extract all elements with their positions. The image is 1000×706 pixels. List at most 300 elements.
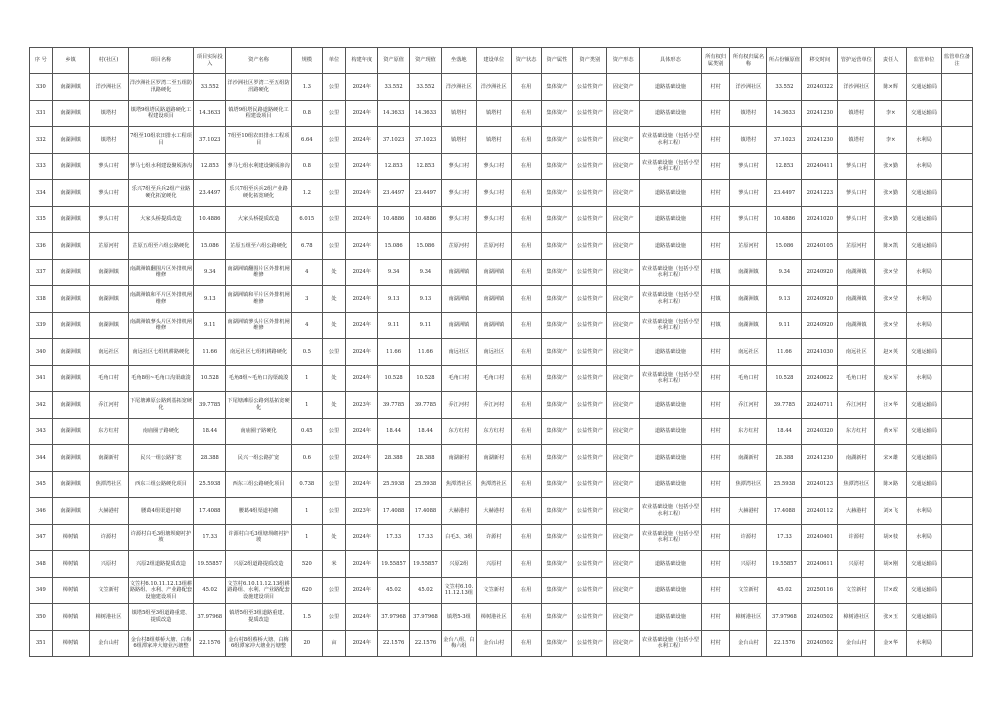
column-header: 规模	[291, 48, 322, 74]
table-cell: 2024年	[346, 100, 378, 127]
table-cell: 固定资产	[607, 312, 640, 339]
table-cell: 在用	[511, 100, 541, 127]
table-cell: 南湖洲镇	[52, 339, 89, 366]
table-row	[30, 153, 973, 180]
asset-register-sheet	[29, 47, 973, 657]
table-cell: 固定资产	[607, 630, 640, 657]
table-cell: 农业基础设施（包括小型水利工程）	[640, 127, 702, 154]
table-cell: 东方红村	[89, 418, 128, 445]
table-cell: 交通运输局	[907, 206, 942, 233]
table-cell: 南湖洲镇	[52, 180, 89, 207]
table-cell: 处	[322, 259, 346, 286]
table-cell	[942, 127, 973, 154]
table-cell: 南湖洲镇	[730, 286, 767, 313]
table-cell: 2023年	[346, 392, 378, 419]
table-cell: 22.1576	[767, 630, 802, 657]
table-cell: 37.97968	[194, 604, 226, 631]
table-cell: 道路基础设施	[640, 180, 702, 207]
table-cell: 道路基础设施	[640, 74, 702, 101]
table-cell: 7组至10组农田排水工程项目	[128, 127, 194, 154]
table-cell: 毛角口村	[476, 365, 511, 392]
table-cell: 22.1576	[378, 630, 410, 657]
table-cell	[942, 153, 973, 180]
table-cell: 14.3633	[378, 100, 410, 127]
table-cell: 公益性资产	[573, 286, 607, 313]
table-cell: 9.13	[767, 286, 802, 313]
table-cell: 37.97968	[378, 604, 410, 631]
table-cell: 25.5938	[767, 471, 802, 498]
table-cell: 东方红村	[441, 418, 476, 445]
table-cell: 固定资产	[607, 259, 640, 286]
column-header: 所有权归属类别	[701, 48, 730, 74]
table-cell: 0.6	[291, 445, 322, 472]
table-cell: 南湖洲镇	[730, 259, 767, 286]
table-cell: 南远社区	[838, 339, 875, 366]
table-cell: 芷原河村	[476, 233, 511, 260]
table-cell: 腰葛4组渠道衬砌	[128, 498, 194, 525]
table-cell: 道路基础设施	[640, 339, 702, 366]
table-cell: 集体资产	[541, 365, 573, 392]
table-row	[30, 630, 973, 657]
table-cell: 341	[30, 365, 53, 392]
table-cell: 350	[30, 604, 53, 631]
table-cell: 固定资产	[607, 74, 640, 101]
table-cell: 340	[30, 339, 53, 366]
table-cell: 在用	[511, 498, 541, 525]
table-cell: 兴原村	[730, 551, 767, 578]
table-cell: 公益性资产	[573, 100, 607, 127]
table-cell: 集体资产	[541, 339, 573, 366]
table-cell: 集体资产	[541, 153, 573, 180]
table-cell: 李×	[875, 127, 907, 154]
table-cell: 交通运输局	[907, 100, 942, 127]
table-cell: 汪×华	[875, 392, 907, 419]
table-cell: 村镇	[701, 286, 730, 313]
table-cell: 下尾塘滩原公路到基拓宽硬化	[128, 392, 194, 419]
table-cell: 集体资产	[541, 392, 573, 419]
table-cell: 南湖洲镇	[52, 74, 89, 101]
table-cell: 交通运输局	[907, 471, 942, 498]
table-cell: 文笠新村	[730, 577, 767, 604]
table-cell: 许源村	[730, 524, 767, 551]
table-cell: 1.2	[291, 180, 322, 207]
table-cell: 公益性资产	[573, 206, 607, 233]
table-cell: 镇塔村	[838, 127, 875, 154]
table-cell: 349	[30, 577, 53, 604]
table-cell: 水利局	[907, 498, 942, 525]
table-cell: 338	[30, 286, 53, 313]
table-cell: 南湖洲镇	[838, 286, 875, 313]
table-cell: 村村	[701, 551, 730, 578]
table-cell: 2024年	[346, 259, 378, 286]
table-cell: 2024年	[346, 312, 378, 339]
table-cell: 樟树镇	[52, 577, 89, 604]
table-cell: 村村	[701, 365, 730, 392]
table-cell: 45.02	[410, 577, 442, 604]
table-cell: 金台村8组蔡桥大塘、白梅6组潭家冲大塘业污塘整	[128, 630, 194, 657]
table-cell: 许源村	[838, 524, 875, 551]
table-cell: 镇塔村	[89, 127, 128, 154]
table-row	[30, 551, 973, 578]
table-cell: 南湖洲镇	[52, 312, 89, 339]
table-cell: 2024年	[346, 445, 378, 472]
table-cell: 固定资产	[607, 100, 640, 127]
table-cell: 集体资产	[541, 604, 573, 631]
table-row	[30, 74, 973, 101]
table-cell	[942, 630, 973, 657]
table-cell: 南庙圈子路硬化	[128, 418, 194, 445]
table-cell: 固定资产	[607, 233, 640, 260]
table-cell: 蓼头口村	[89, 153, 128, 180]
table-cell: 3	[291, 286, 322, 313]
table-row	[30, 259, 973, 286]
table-cell: 20250116	[802, 577, 838, 604]
table-cell: 村村	[701, 153, 730, 180]
column-header: 乡镇	[52, 48, 89, 74]
table-cell: 洋沙洲社区	[441, 74, 476, 101]
table-row	[30, 233, 973, 260]
table-cell: 9.13	[378, 286, 410, 313]
table-cell: 大赫港村	[441, 498, 476, 525]
table-cell	[942, 180, 973, 207]
table-cell: 345	[30, 471, 53, 498]
table-cell: 9.34	[410, 259, 442, 286]
table-cell: 芷原五组至六组公路硬化	[128, 233, 194, 260]
table-cell: 2024年	[346, 153, 378, 180]
table-cell: 公里	[322, 604, 346, 631]
table-cell: 南远社区七组机耕路硬化	[226, 339, 292, 366]
table-cell: 南远社区	[441, 339, 476, 366]
table-cell: 在用	[511, 630, 541, 657]
table-cell: 村村	[701, 471, 730, 498]
table-cell	[942, 551, 973, 578]
table-row	[30, 206, 973, 233]
table-row	[30, 100, 973, 127]
table-cell: 毛角8组~毛角口沟渠疏浚	[128, 365, 194, 392]
table-cell: 公益性资产	[573, 180, 607, 207]
table-cell: 343	[30, 418, 53, 445]
table-cell: 集体资产	[541, 127, 573, 154]
table-cell: 集体资产	[541, 180, 573, 207]
table-cell: 乔江河村	[476, 392, 511, 419]
table-cell: 33.552	[378, 74, 410, 101]
table-cell: 在用	[511, 153, 541, 180]
table-cell: 焦潭湾社区	[730, 471, 767, 498]
table-cell: 10.528	[194, 365, 226, 392]
table-cell: 南湖新村	[730, 445, 767, 472]
table-cell: 集体资产	[541, 233, 573, 260]
table-cell: 332	[30, 127, 53, 154]
table-cell: 19.55857	[378, 551, 410, 578]
table-cell: 22.1576	[194, 630, 226, 657]
table-cell: 28.388	[194, 445, 226, 472]
table-cell: 14.3633	[767, 100, 802, 127]
table-cell: 村村	[701, 100, 730, 127]
table-cell: 道路基础设施	[640, 577, 702, 604]
table-row	[30, 339, 973, 366]
table-cell: 樟树港社区	[838, 604, 875, 631]
table-cell: 20241230	[802, 100, 838, 127]
table-cell: 351	[30, 630, 53, 657]
table-cell: 水利局	[907, 365, 942, 392]
table-body	[30, 74, 973, 657]
table-cell: 固定资产	[607, 127, 640, 154]
table-cell: 18.44	[378, 418, 410, 445]
table-cell	[942, 418, 973, 445]
table-cell: 镇塔5-3组	[441, 604, 476, 631]
table-cell: 10.4886	[410, 206, 442, 233]
table-cell: 公里	[322, 233, 346, 260]
table-cell: 在用	[511, 392, 541, 419]
table-cell: 18.44	[767, 418, 802, 445]
table-cell: 道路基础设施	[640, 471, 702, 498]
column-header: 所占份额原值	[767, 48, 802, 74]
table-cell: 10.4886	[767, 206, 802, 233]
table-cell: 樟树镇	[52, 630, 89, 657]
table-cell: 镇塔村	[441, 100, 476, 127]
table-cell: 45.02	[378, 577, 410, 604]
table-cell: 2024年	[346, 365, 378, 392]
table-cell: 11.66	[410, 339, 442, 366]
table-cell: 水利局	[907, 286, 942, 313]
table-cell: 芷原河村	[838, 233, 875, 260]
table-cell: 9.11	[194, 312, 226, 339]
table-cell	[942, 365, 973, 392]
table-cell: 张×莹	[875, 286, 907, 313]
table-cell: 南湖洲镇	[52, 233, 89, 260]
table-cell: 1.5	[291, 604, 322, 631]
table-cell: 公益性资产	[573, 312, 607, 339]
table-cell: 文笠新村	[476, 577, 511, 604]
table-cell: 金台村8组蔡桥大塘、白梅6组潭家冲大塘业污塘整	[226, 630, 292, 657]
table-cell	[942, 445, 973, 472]
table-cell: 镇塔9组塔民路道路硬化工程建设项目	[226, 100, 292, 127]
table-cell: 固定资产	[607, 286, 640, 313]
table-cell: 39.7785	[767, 392, 802, 419]
table-cell: 道路基础设施	[640, 206, 702, 233]
table-cell: 2024年	[346, 577, 378, 604]
table-cell: 南湖洲镇	[52, 392, 89, 419]
table-cell: 交通运输局	[907, 551, 942, 578]
table-cell: 张×勤	[875, 180, 907, 207]
table-cell: 347	[30, 524, 53, 551]
table-cell: 农业基础设施（包括小型水利工程）	[640, 312, 702, 339]
table-cell: 公里	[322, 127, 346, 154]
table-cell: 南远社区七组机耕路硬化	[128, 339, 194, 366]
table-cell: 520	[291, 551, 322, 578]
table-cell: 公益性资产	[573, 630, 607, 657]
table-cell: 兴原村	[838, 551, 875, 578]
table-cell: 公益性资产	[573, 74, 607, 101]
table-cell: 39.7785	[194, 392, 226, 419]
table-cell: 洋沙洲社区罗湾二至五组防汛路硬化	[128, 74, 194, 101]
table-cell: 公益性资产	[573, 259, 607, 286]
table-cell: 45.02	[767, 577, 802, 604]
table-cell: 许源村	[89, 524, 128, 551]
table-cell: 37.97968	[410, 604, 442, 631]
column-header: 所有权归属名称	[730, 48, 767, 74]
table-cell: 集体资产	[541, 524, 573, 551]
table-cell: 4	[291, 312, 322, 339]
table-cell: 交通运输局	[907, 392, 942, 419]
table-cell	[942, 312, 973, 339]
table-cell: 蓼头口村	[476, 206, 511, 233]
table-cell: 9.13	[194, 286, 226, 313]
table-cell: 集体资产	[541, 630, 573, 657]
table-cell: 2024年	[346, 524, 378, 551]
table-cell: 金台山村	[730, 630, 767, 657]
table-cell	[942, 74, 973, 101]
table-cell: 南湖洲镇	[52, 471, 89, 498]
table-cell	[942, 206, 973, 233]
table-cell: 水利局	[907, 127, 942, 154]
table-cell: 文笠村6.10.11.12.13组耕路路组、水利、产业路配套设施建设项目	[128, 577, 194, 604]
table-cell: 东方红村	[476, 418, 511, 445]
table-cell: 村村	[701, 630, 730, 657]
table-cell: 南湖洲镇翻围片区外排机闸维修	[226, 259, 292, 286]
table-cell: 白毛3、3组	[441, 524, 476, 551]
table-cell: 洋沙洲社区	[838, 74, 875, 101]
table-cell: 水利局	[907, 259, 942, 286]
table-cell: 张×玉	[875, 604, 907, 631]
table-cell: 39.7785	[410, 392, 442, 419]
table-cell: 南湖洲镇	[476, 312, 511, 339]
table-cell: 33.552	[767, 74, 802, 101]
table-cell: 乔江河村	[730, 392, 767, 419]
column-header: 构建年度	[346, 48, 378, 74]
table-cell: 10.4886	[378, 206, 410, 233]
table-cell: 25.5938	[194, 471, 226, 498]
table-cell: 兴原2组道路提质改造	[226, 551, 292, 578]
table-cell: 公益性资产	[573, 233, 607, 260]
table-cell: 集体资产	[541, 100, 573, 127]
table-cell: 交通运输局	[907, 339, 942, 366]
table-cell: 在用	[511, 339, 541, 366]
table-cell: 23.4497	[194, 180, 226, 207]
table-cell: 17.4088	[378, 498, 410, 525]
table-cell: 南湖洲镇	[441, 312, 476, 339]
table-cell: 村镇	[701, 312, 730, 339]
table-cell: 9.11	[378, 312, 410, 339]
table-cell: 集体资产	[541, 286, 573, 313]
table-cell: 亩	[322, 630, 346, 657]
table-cell: 大赫港村	[89, 498, 128, 525]
table-cell: 陈×凯	[875, 233, 907, 260]
table-cell: 南湖新村	[838, 445, 875, 472]
table-cell: 20240920	[802, 312, 838, 339]
table-cell: 毛角口村	[730, 365, 767, 392]
table-cell: 民兴一组公路扩宽	[226, 445, 292, 472]
column-header: 移交时间	[802, 48, 838, 74]
table-cell: 在用	[511, 259, 541, 286]
table-cell: 19.55857	[410, 551, 442, 578]
table-row	[30, 524, 973, 551]
table-cell: 蓼头口村	[730, 206, 767, 233]
table-cell: 10.528	[378, 365, 410, 392]
table-cell: 南湖新村	[476, 445, 511, 472]
table-cell: 赵×英	[875, 339, 907, 366]
column-header: 资产类别	[573, 48, 607, 74]
table-cell: 道路基础设施	[640, 445, 702, 472]
table-cell: 大赫港村	[838, 498, 875, 525]
table-cell: 交通运输局	[907, 233, 942, 260]
table-cell: 公益性资产	[573, 445, 607, 472]
table-cell: 樟树镇	[52, 604, 89, 631]
table-cell: 南湖洲镇	[838, 312, 875, 339]
table-cell: 37.1023	[767, 127, 802, 154]
table-cell: 固定资产	[607, 206, 640, 233]
table-cell: 33.552	[410, 74, 442, 101]
table-cell: 公益性资产	[573, 127, 607, 154]
table-cell: 芷原河村	[89, 233, 128, 260]
table-cell: 黄×军	[875, 418, 907, 445]
table-cell: 20240502	[802, 604, 838, 631]
table-cell: 20241030	[802, 339, 838, 366]
column-header: 单位	[322, 48, 346, 74]
table-cell: 45.02	[194, 577, 226, 604]
table-cell: 芷原五组至六组公路硬化	[226, 233, 292, 260]
table-cell: 公益性资产	[573, 471, 607, 498]
column-header: 村(社区)	[89, 48, 128, 74]
table-cell: 331	[30, 100, 53, 127]
table-cell: 2024年	[346, 551, 378, 578]
table-cell: 集体资产	[541, 551, 573, 578]
table-cell: 樟树港社区	[89, 604, 128, 631]
table-cell: 在用	[511, 471, 541, 498]
table-cell: 蓼马七组水利建设聚顷渗沟	[128, 153, 194, 180]
table-cell: 米	[322, 551, 346, 578]
table-cell: 南湖洲镇蓼头片区外排机闸维修	[128, 312, 194, 339]
table-cell: 11.66	[194, 339, 226, 366]
table-cell: 文笠新村	[838, 577, 875, 604]
table-cell: 毛角口村	[441, 365, 476, 392]
table-cell: 集体资产	[541, 74, 573, 101]
table-cell: 20241020	[802, 206, 838, 233]
table-cell: 交通运输局	[907, 445, 942, 472]
table-cell: 许源村白毛3组塘坝砌衬护坡	[226, 524, 292, 551]
table-cell: 10.528	[767, 365, 802, 392]
table-cell: 公益性资产	[573, 153, 607, 180]
table-cell: 1	[291, 365, 322, 392]
table-cell: 大家头桥提质改造	[226, 206, 292, 233]
table-cell: 南远社区	[730, 339, 767, 366]
table-cell: 农业基础设施（包括小型水利工程）	[640, 286, 702, 313]
table-cell: 交通运输局	[907, 180, 942, 207]
table-cell: 20240611	[802, 551, 838, 578]
table-cell	[942, 259, 973, 286]
table-cell: 腰葛4组渠道衬砌	[226, 498, 292, 525]
table-cell: 庞×军	[875, 365, 907, 392]
table-cell: 20240401	[802, 524, 838, 551]
table-cell: 2024年	[346, 630, 378, 657]
table-cell: 20240920	[802, 286, 838, 313]
table-cell: 农业基础设施（包括小型水利工程）	[640, 498, 702, 525]
table-cell: 毛角口村	[838, 365, 875, 392]
table-cell: 金台山村	[838, 630, 875, 657]
table-cell: 镇塔村	[730, 127, 767, 154]
table-cell: 2024年	[346, 418, 378, 445]
table-cell: 村村	[701, 604, 730, 631]
table-cell: 620	[291, 577, 322, 604]
table-cell: 宋×雄	[875, 445, 907, 472]
table-cell: 9.13	[410, 286, 442, 313]
table-cell: 南湖新村	[441, 445, 476, 472]
table-row	[30, 577, 973, 604]
table-cell: 公里	[322, 498, 346, 525]
table-cell: 12.853	[767, 153, 802, 180]
table-cell: 南湖洲镇	[52, 153, 89, 180]
table-cell: 张×勤	[875, 153, 907, 180]
